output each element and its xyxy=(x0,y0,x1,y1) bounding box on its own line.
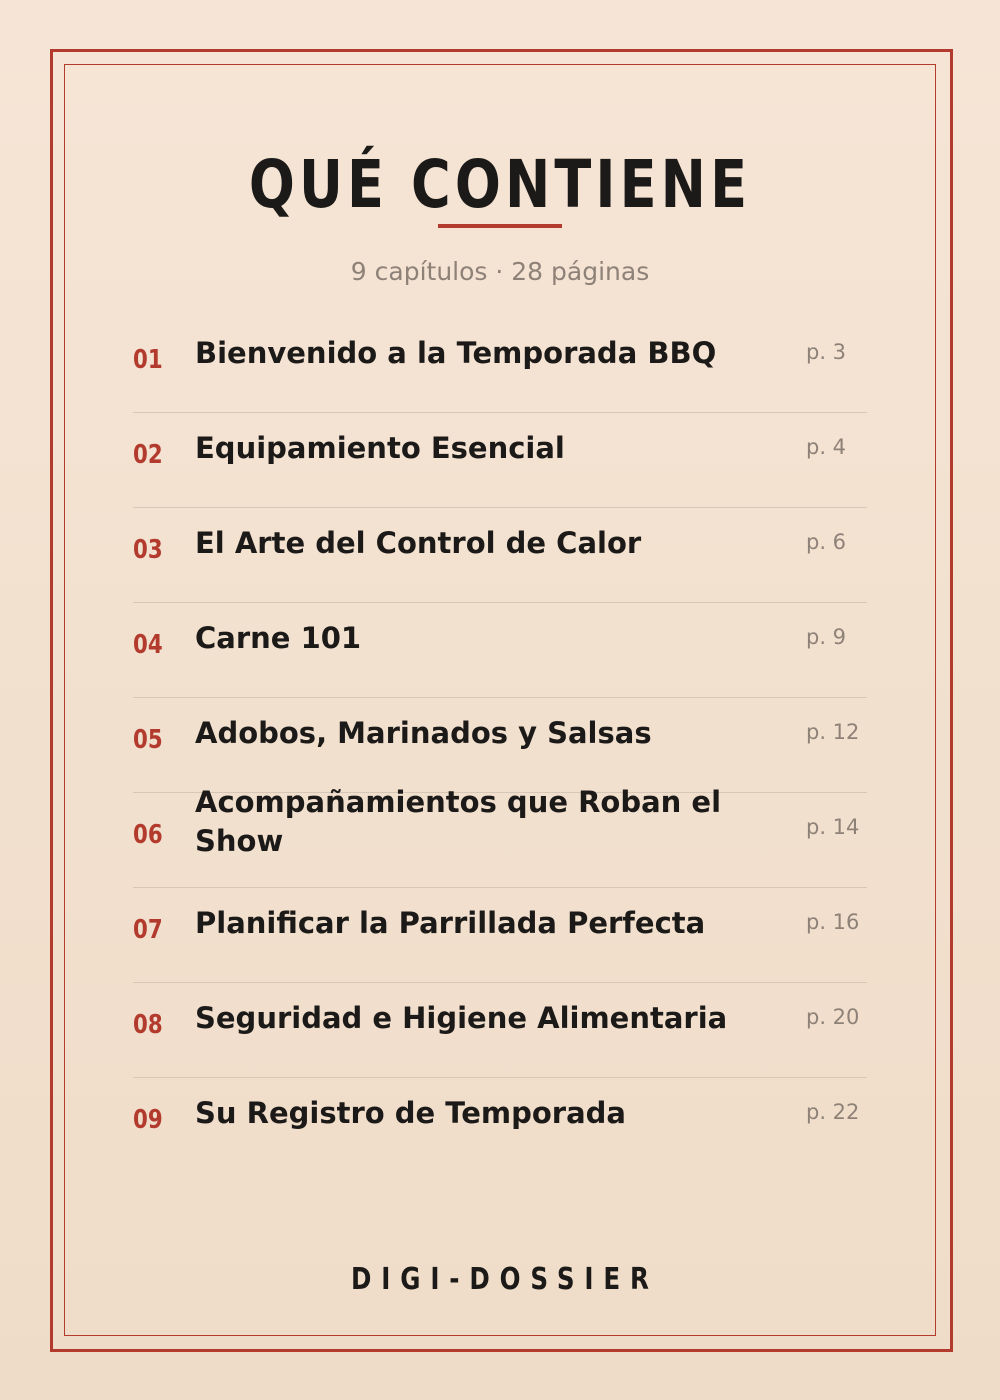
chapter-title: Planificar la Parrillada Perfecta xyxy=(195,906,706,940)
toc-row-05[interactable] xyxy=(133,698,867,793)
title-underline xyxy=(438,224,562,228)
toc-row-07[interactable] xyxy=(133,888,867,983)
toc-row-04[interactable] xyxy=(133,603,867,698)
chapter-title: Adobos, Marinados y Salsas xyxy=(195,716,652,750)
chapter-title: Su Registro de Temporada xyxy=(195,1096,626,1130)
chapter-page: p. 16 xyxy=(806,910,860,934)
chapter-number: 08 xyxy=(133,1010,163,1040)
chapter-number: 07 xyxy=(133,915,163,945)
chapter-page: p. 14 xyxy=(806,815,860,839)
brand-wordmark: DIGI-DOSSIER xyxy=(351,1262,659,1297)
chapter-page: p. 6 xyxy=(806,530,847,554)
chapter-title: Bienvenido a la Temporada BBQ xyxy=(195,336,717,370)
chapter-page: p. 9 xyxy=(806,625,847,649)
toc-row-06[interactable] xyxy=(133,785,867,888)
chapter-title: Carne 101 xyxy=(195,621,362,655)
chapter-page: p. 4 xyxy=(806,435,847,459)
toc-row-03[interactable] xyxy=(133,508,867,603)
chapter-page: p. 20 xyxy=(806,1005,860,1029)
chapter-title: Seguridad e Higiene Alimentaria xyxy=(195,1001,728,1035)
toc-row-02[interactable] xyxy=(133,413,867,508)
page-title: QUÉ CONTIENE xyxy=(248,146,752,223)
toc-row-09[interactable] xyxy=(133,1078,867,1172)
chapter-number: 06 xyxy=(133,820,163,850)
chapter-title: Equipamiento Esencial xyxy=(195,431,565,465)
chapter-page: p. 12 xyxy=(806,720,860,744)
table-of-contents xyxy=(133,318,867,1172)
chapter-number: 03 xyxy=(133,535,163,565)
toc-row-01[interactable] xyxy=(133,318,867,413)
chapter-number: 02 xyxy=(133,440,163,470)
chapter-number: 05 xyxy=(133,725,163,755)
chapter-page: p. 3 xyxy=(806,340,847,364)
chapter-title: El Arte del Control de Calor xyxy=(195,526,642,560)
chapter-title: Acompañamientos que Roban el Show xyxy=(195,785,722,858)
chapter-number: 04 xyxy=(133,630,163,660)
page-subtitle: 9 capítulos · 28 páginas xyxy=(350,257,650,286)
chapter-page: p. 22 xyxy=(806,1100,860,1124)
toc-row-08[interactable] xyxy=(133,983,867,1078)
chapter-number: 09 xyxy=(133,1105,163,1135)
chapter-number: 01 xyxy=(133,345,163,375)
